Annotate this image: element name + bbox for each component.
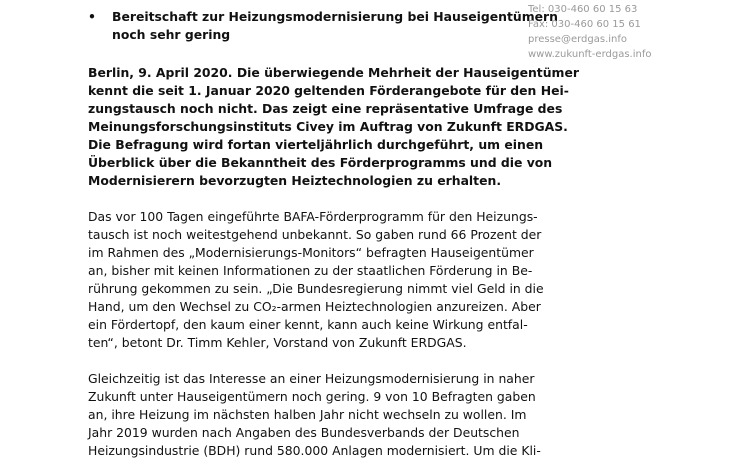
text-line: an, bisher mit keinen Informationen zu der staatlichen Förderung in Be- bbox=[88, 263, 533, 278]
text-line: an, ihre Heizung im nächsten halben Jahr nicht wechseln zu wollen. Im bbox=[88, 407, 527, 422]
bullet-dot-icon: • bbox=[88, 9, 96, 24]
text-line: Zukunft unter Hauseigentümern noch gering. 9 von 10 Befragten gaben bbox=[88, 389, 536, 404]
text-line: Heizungsindustrie (BDH) rund 580.000 Anlagen modernisiert. Um die Kli- bbox=[88, 443, 541, 458]
text-line: im Rahmen des „Modernisierungs-Monitors“ befragten Hauseigentümer bbox=[88, 245, 534, 260]
contact-website-link[interactable]: www.zukunft-erdgas.info bbox=[528, 49, 652, 60]
bullet-text bbox=[112, 8, 558, 44]
text-line: Die Befragung wird fortan vierteljährlich durchgeführt, um einen bbox=[88, 137, 544, 152]
text-line: Meinungsforschungsinstituts Civey im Auftrag von Zukunft ERDGAS. bbox=[88, 119, 568, 134]
text-line: ten“, betont Dr. Timm Kehler, Vorstand von Zukunft ERDGAS. bbox=[88, 335, 467, 350]
contact-sidebar bbox=[528, 2, 651, 62]
bullet-line: Bereitschaft zur Heizungsmodernisierung bei Hauseigentümern bbox=[112, 9, 558, 24]
text-line: Überblick über die Bekanntheit des Förderprogramms und die von bbox=[88, 155, 553, 170]
text-line: tausch ist noch weitestgehend unbekannt. So gaben rund 66 Prozent der bbox=[88, 227, 542, 242]
contact-email-link[interactable]: presse@erdgas.info bbox=[528, 34, 628, 45]
text-line: zungstausch noch nicht. Das zeigt eine repräsentative Umfrage des bbox=[88, 101, 563, 116]
lead-paragraph bbox=[88, 64, 579, 190]
text-line: Berlin, 9. April 2020. Die überwiegende Mehrheit der Hauseigentümer bbox=[88, 65, 579, 80]
body-paragraph-3 bbox=[88, 370, 541, 460]
text-line: Das vor 100 Tagen eingeführte BAFA-Förderprogramm für den Heizungs- bbox=[88, 209, 538, 224]
text-line: Jahr 2019 wurden nach Angaben des Bundesverbands der Deutschen bbox=[88, 425, 520, 440]
text-line: Gleichzeitig ist das Interesse an einer Heizungsmodernisierung in naher bbox=[88, 371, 535, 386]
bullet-item bbox=[88, 8, 558, 44]
bullet-line: noch sehr gering bbox=[112, 27, 231, 42]
text-line: rührung gekommen zu sein. „Die Bundesregierung nimmt viel Geld in die bbox=[88, 281, 544, 296]
text-line: kennt die seit 1. Januar 2020 geltenden Förderangebote für den Hei- bbox=[88, 83, 569, 98]
text-line: ein Fördertopf, den kaum einer kennt, kann auch keine Wirkung entfal- bbox=[88, 317, 528, 332]
text-line: Hand, um den Wechsel zu CO₂-armen Heiztechnologien anzureizen. Aber bbox=[88, 299, 541, 314]
contact-phone: Tel: 030-460 60 15 63 bbox=[528, 4, 638, 15]
contact-fax: Fax: 030-460 60 15 61 bbox=[528, 19, 641, 30]
body-paragraph-2 bbox=[88, 208, 544, 352]
text-line: Modernisierern bevorzugten Heiztechnologien zu erhalten. bbox=[88, 173, 502, 188]
